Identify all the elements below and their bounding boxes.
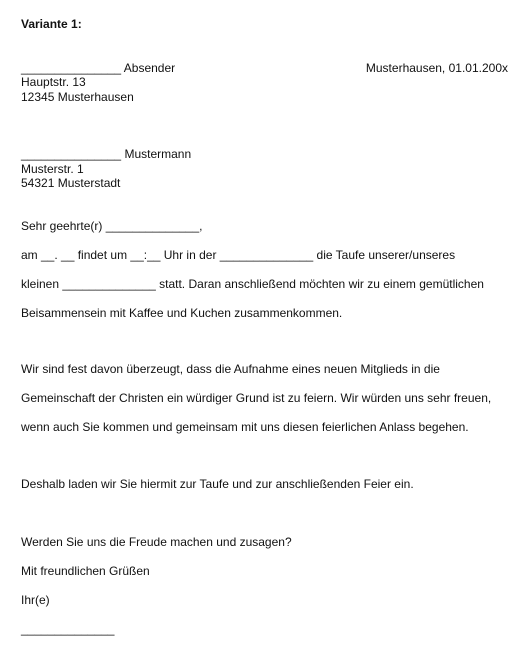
variant-heading: Variante 1: [21,17,82,31]
body-line: kleinen ______________ statt. Daran anschließend möchten wir zu einem gemütlichen [21,277,484,291]
recipient-street: Musterstr. 1 [21,162,84,176]
body-line: Beisammensein mit Kaffee und Kuchen zusammenkommen. [21,306,343,320]
recipient-name-line: _______________ Mustermann [21,147,192,161]
body-line: Werden Sie uns die Freude machen und zusagen? [21,535,292,549]
sender-city: 12345 Musterhausen [21,90,134,104]
signoff: Ihr(e) [21,593,50,607]
closing: Mit freundlichen Grüßen [21,564,150,578]
body-line: Deshalb laden wir Sie hiermit zur Taufe und zur anschließenden Feier ein. [21,477,414,491]
body-line: Wir sind fest davon überzeugt, dass die Aufnahme eines neuen Mitglieds in die [21,362,440,376]
body-line: wenn auch Sie kommen und gemeinsam mit uns diesen feierlichen Anlass begehen. [21,420,469,434]
body-line: Gemeinschaft der Christen ein würdiger Grund ist zu feiern. Wir würden uns sehr freuen, [21,391,492,405]
sender-street: Hauptstr. 13 [21,75,86,89]
salutation: Sehr geehrte(r) ______________, [21,219,203,233]
place-date: Musterhausen, 01.01.200x [365,61,508,75]
recipient-city: 54321 Musterstadt [21,176,121,190]
body-line: am __. __ findet um __:__ Uhr in der ______________ die Taufe unserer/unseres [21,248,456,262]
signature-line: ______________ [21,622,115,636]
sender-name-line: _______________ Absender [21,61,176,75]
